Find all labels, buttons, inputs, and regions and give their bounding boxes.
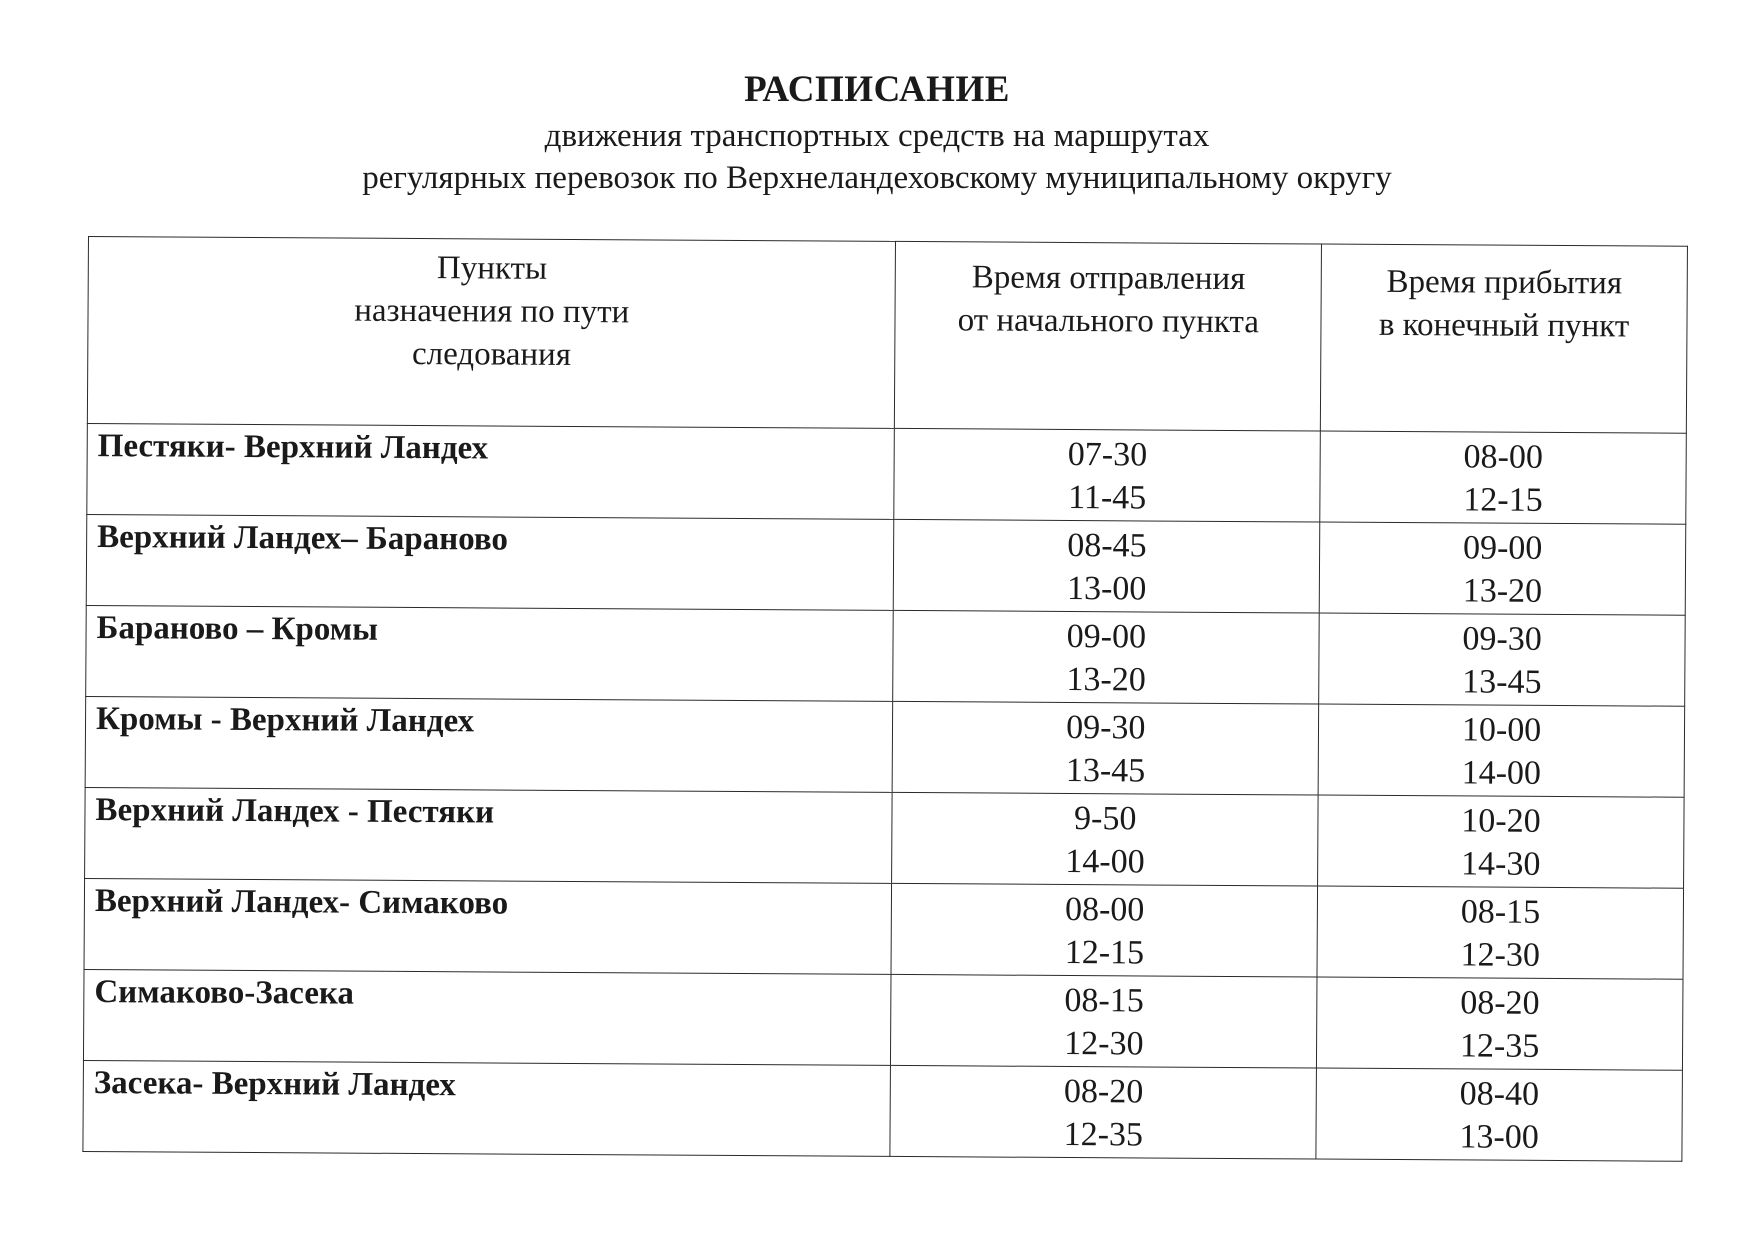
header-route-line: следования [411, 335, 572, 373]
document-title: РАСПИСАНИЕ [744, 69, 1010, 110]
table-row [83, 969, 1683, 1070]
schedule-table [82, 236, 1688, 1162]
arrival-time: 12-30 [1460, 936, 1540, 974]
header-route [87, 237, 896, 429]
arrival-time: 09-00 [1462, 529, 1543, 567]
route-cell: Пестяки- Верхний Ландех [87, 423, 895, 519]
header-arrival-line: Время прибытия [1386, 263, 1623, 302]
departure-time-cell [894, 519, 1320, 613]
table-row [83, 1060, 1683, 1161]
arrival-time-cell [1319, 613, 1685, 706]
arrival-time: 09-30 [1462, 620, 1542, 658]
arrival-time-cell [1316, 1068, 1682, 1161]
route-cell: Симаково-Засека [83, 969, 891, 1065]
table-header-row [87, 237, 1687, 434]
departure-time: 08-15 [1064, 981, 1144, 1020]
departure-time: 08-20 [1063, 1072, 1144, 1111]
route-cell: Верхний Ландех - Пестяки [85, 787, 893, 883]
route-cell: Бараново – Кромы [86, 605, 894, 701]
arrival-time: 08-40 [1459, 1075, 1540, 1113]
route-cell: Верхний Ландех- Симаково [84, 878, 892, 974]
arrival-time: 10-00 [1461, 711, 1542, 749]
arrival-time: 14-30 [1460, 845, 1541, 883]
departure-time: 11-45 [1068, 478, 1147, 517]
departure-time: 9-50 [1073, 800, 1137, 838]
departure-time: 09-00 [1066, 617, 1147, 656]
departure-time-cell [894, 428, 1320, 522]
departure-time: 13-00 [1066, 569, 1147, 608]
departure-time: 13-20 [1066, 660, 1146, 699]
arrival-time-cell [1319, 522, 1685, 615]
table-row [85, 787, 1685, 888]
route-cell: Засека- Верхний Ландех [83, 1060, 891, 1156]
arrival-time-cell [1317, 886, 1683, 979]
header-arrival [1321, 244, 1688, 433]
departure-time: 08-45 [1067, 526, 1147, 565]
departure-time: 12-30 [1064, 1024, 1144, 1063]
departure-time-cell [891, 883, 1317, 977]
arrival-time: 13-00 [1459, 1118, 1539, 1156]
table-row [84, 878, 1684, 979]
departure-time: 14-00 [1065, 842, 1145, 881]
route-cell: Кромы - Верхний Ландех [85, 696, 893, 792]
table-row [87, 423, 1687, 524]
table-row [86, 605, 1686, 706]
route-cell: Верхний Ландех– Бараново [86, 514, 894, 610]
arrival-time-cell [1318, 704, 1684, 797]
header-departure [895, 241, 1322, 431]
arrival-time: 13-20 [1462, 572, 1543, 610]
table-row [85, 696, 1685, 797]
arrival-time-cell [1320, 431, 1686, 524]
departure-time-cell [893, 610, 1319, 704]
arrival-time: 12-15 [1463, 481, 1543, 519]
arrival-time-cell [1317, 977, 1683, 1070]
arrival-time: 08-20 [1460, 984, 1540, 1022]
arrival-time: 10-20 [1461, 802, 1541, 840]
departure-time: 08-00 [1064, 890, 1145, 929]
departure-time-cell [893, 701, 1319, 795]
arrival-time: 08-00 [1463, 438, 1544, 476]
arrival-time: 13-45 [1462, 663, 1542, 701]
document-subtitle-line-1: движения транспортных средств на маршрутах [544, 118, 1210, 154]
arrival-time: 14-00 [1461, 754, 1542, 792]
header-route-line: назначения по пути [354, 292, 630, 331]
departure-time: 13-45 [1065, 751, 1146, 790]
header-arrival-line: в конечный пункт [1378, 306, 1630, 345]
departure-time: 12-35 [1063, 1115, 1144, 1154]
departure-time-cell [892, 792, 1318, 886]
header-route-line: Пункты [436, 250, 548, 287]
departure-time: 12-15 [1064, 933, 1145, 972]
departure-time-cell [890, 1065, 1316, 1159]
arrival-time-cell [1318, 795, 1684, 888]
header-departure-line: от начального пункта [957, 302, 1260, 341]
table-row [86, 514, 1686, 615]
document-subtitle-line-2: регулярных перевозок по Верхнеландеховскому муниципальному округу [362, 160, 1392, 196]
arrival-time: 12-35 [1459, 1027, 1540, 1065]
arrival-time: 08-15 [1460, 893, 1541, 931]
departure-time: 07-30 [1067, 435, 1148, 474]
departure-time: 09-30 [1066, 708, 1146, 747]
header-departure-line: Время отправления [971, 259, 1246, 298]
departure-time-cell [891, 974, 1317, 1068]
